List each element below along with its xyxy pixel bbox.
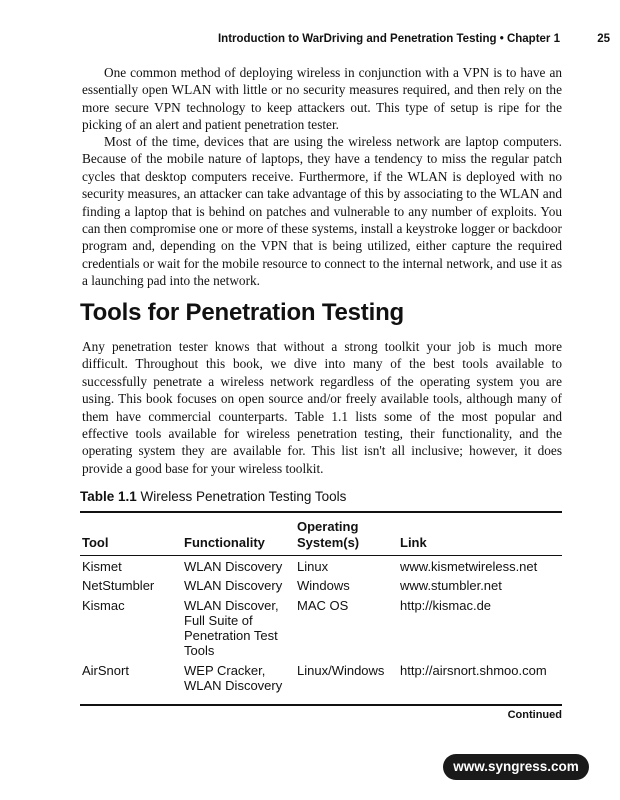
table-header-rule: [80, 555, 562, 556]
section-title: Tools for Penetration Testing: [80, 299, 404, 326]
running-header-title: Introduction to WarDriving and Penetration Testing • Chapter 1: [217, 33, 560, 45]
continued-label: Continued: [507, 709, 562, 721]
cell-functionality-line: Tools: [184, 643, 215, 658]
header-tool: Tool: [82, 535, 109, 550]
cell-functionality-line: WLAN Discovery: [184, 678, 283, 693]
website-badge: www.syngress.com: [443, 754, 589, 780]
cell-tool: Kismac: [82, 598, 125, 613]
table-top-rule: [80, 511, 562, 513]
running-header: [80, 33, 610, 49]
cell-tool: AirSnort: [82, 663, 129, 678]
table-row: [80, 598, 562, 662]
body-paragraph-3: Any penetration tester knows that without a strong toolkit your job is much more difficult. Throughout this book, we dive into many of the best tools available to successfully penetrate a wireless network regardless of the operating system you are using. This book focuses on open source and/or freely available tools, although many of them have commercial counterparts. Table 1.1 lists some of the most popular and effective tools available for wireless penetration testing, their functionality, and the operating system they are available for. This list isn't all inclusive; however, it does provide a good base for your wireless toolkit.: [82, 339, 562, 476]
cell-functionality: WLAN Discovery: [184, 578, 283, 593]
cell-tool: NetStumbler: [82, 578, 155, 593]
cell-os: Linux: [297, 559, 329, 574]
cell-link: www.stumbler.net: [400, 578, 502, 593]
body-paragraph-2: Most of the time, devices that are using the wireless network are laptop computers. Because of the mobile nature of laptops, they have a tendency to miss the regular patch cycles that desktop computers receive. Furthermore, if the WLAN is deployed with no security measures, an attacker can take advantage of this by associating to the WLAN and finding a laptop that is behind on patches and vulnerable to any number of exploits. You can then compromise one or more of these systems, install a keystroke logger or backdoor program and, depending on the VPN that is being utilized, either capture the required credentials or wait for the mobile resource to connect to the internal network, and use it as a launching pad into the network.: [82, 134, 562, 289]
table-bottom-rule: [80, 704, 562, 706]
header-os-line1: Operating: [297, 519, 359, 534]
cell-functionality: WLAN Discovery: [184, 559, 283, 574]
table-caption-label: Table 1.1: [80, 489, 137, 504]
cell-os: MAC OS: [297, 598, 349, 613]
header-link: Link: [400, 535, 427, 550]
cell-link: http://airsnort.shmoo.com: [400, 663, 547, 678]
cell-functionality-line: Penetration Test: [184, 628, 278, 643]
table-row: [80, 663, 562, 697]
header-functionality: Functionality: [184, 535, 265, 550]
cell-tool: Kismet: [82, 559, 122, 574]
page-number: 25: [597, 33, 610, 45]
table-header-row: [80, 518, 562, 554]
table-row: [80, 559, 562, 577]
table-caption-text: Wireless Penetration Testing Tools: [140, 489, 347, 504]
cell-os: Linux/Windows: [297, 663, 385, 678]
cell-link: www.kismetwireless.net: [400, 559, 538, 574]
cell-os: Windows: [297, 578, 350, 593]
cell-functionality-line: WLAN Discover,: [184, 598, 279, 613]
cell-link: http://kismac.de: [400, 598, 492, 613]
body-paragraph-1: One common method of deploying wireless in conjunction with a VPN is to have an essentially open WLAN with little or no security measures required, and then rely on the more secure VPN technology to keep attackers out. This type of setup is ripe for the picking of an alert and patient penetration tester.: [82, 65, 562, 133]
table-caption: [80, 489, 346, 504]
table-row: [80, 578, 562, 596]
cell-functionality-line: Full Suite of: [184, 613, 253, 628]
cell-functionality-line: WEP Cracker,: [184, 663, 266, 678]
header-os-line2: System(s): [297, 535, 360, 550]
